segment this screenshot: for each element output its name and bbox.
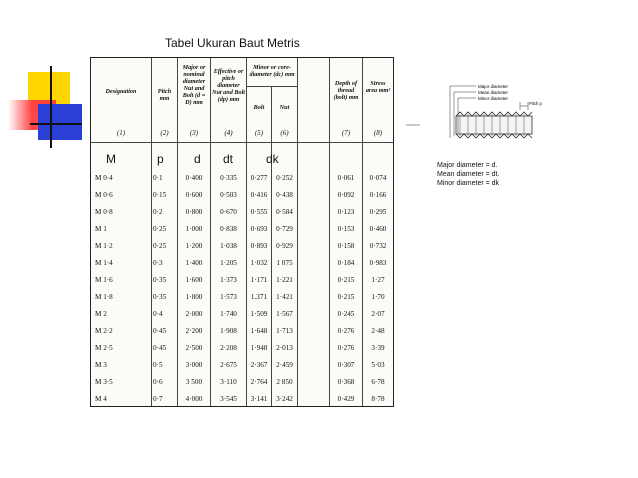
cell-des: M 2·2 [95,327,113,335]
cell-stress: 0·983 [369,259,387,267]
cell-eff: 0·670 [220,208,237,216]
diagram-label-pitch: Pitch p [529,101,542,106]
cell-pitch: 0·1 [153,174,163,182]
cell-nut: 2·459 [276,361,293,369]
cell-pitch: 0·35 [153,293,167,301]
cell-eff: 3·110 [220,378,237,386]
cell-nut: 0·252 [276,174,293,182]
table-row [91,323,393,340]
cell-pitch: 0·5 [153,361,163,369]
table-row [91,357,393,374]
cell-stress: 5·03 [371,361,385,369]
table-row [91,170,393,187]
cell-nut: 1·221 [276,276,293,284]
table-row [91,255,393,272]
cell-nut: 1·567 [276,310,293,318]
cell-depth: 0·092 [337,191,355,199]
diagram-label-mean: Mean diameter [478,90,509,95]
table-row [91,221,393,238]
cell-pitch: 0·25 [153,225,167,233]
cell-stress: 0·295 [369,208,387,216]
cell-des: M 3·5 [95,378,113,386]
cell-depth: 0·276 [337,344,355,352]
symbol-d: d [194,152,201,166]
header-minor-diameter: Minor or core-diameter (dc) mm [249,64,295,78]
cell-bolt: 1·032 [250,259,268,267]
symbol-dk: dk [266,152,279,166]
cell-major: 0·800 [185,208,203,216]
cell-bolt: 2·367 [250,361,268,369]
table-row [91,306,393,323]
column-number: (5) [254,129,264,137]
cell-des: M 0·4 [95,174,113,182]
cell-pitch: 0·6 [153,378,163,386]
cell-depth: 0·153 [337,225,355,233]
column-number: (3) [189,129,199,137]
cell-major: 3 500 [185,378,203,386]
cell-bolt: 2·764 [250,378,268,386]
cell-major: 0·400 [185,174,203,182]
cell-bolt: 0·893 [250,242,268,250]
cell-nut: 2·013 [276,344,293,352]
cell-depth: 0·368 [337,378,355,386]
cell-pitch: 0·4 [153,310,163,318]
cell-pitch: 0·25 [153,242,167,250]
header-bolt: Bolt [253,104,265,111]
thread-diagram [436,78,546,142]
cell-nut: 1·713 [276,327,293,335]
table-row [91,204,393,221]
cell-nut: 0·438 [276,191,293,199]
cell-des: M 1·4 [95,259,113,267]
header-nut: Nut [279,104,290,111]
table-row [91,187,393,204]
cell-eff: 2·208 [220,344,237,352]
cell-des: M 3 [95,361,107,369]
cell-depth: 0·184 [337,259,355,267]
cell-major: 2·000 [185,310,203,318]
cell-nut: 0·584 [276,208,293,216]
cell-nut: 1 075 [276,259,293,267]
cell-major: 3·000 [185,361,203,369]
cell-major: 4·000 [185,395,203,403]
cell-stress: 0·460 [369,225,387,233]
cell-major: 2·500 [185,344,203,352]
slide-logo-decoration [0,0,100,150]
cell-depth: 0·215 [337,276,355,284]
cell-pitch: 0·3 [153,259,163,267]
cell-stress: 0·732 [369,242,387,250]
cell-pitch: 0·7 [153,395,163,403]
cell-eff: 1·573 [220,293,237,301]
cell-nut: 0·929 [276,242,293,250]
cell-nut: 3·242 [276,395,293,403]
cell-bolt: 1·509 [250,310,268,318]
header-stress-area: Stress area mm² [365,80,391,94]
cell-eff: 1·908 [220,327,237,335]
note-line: Mean diameter = dt. [437,171,500,178]
cell-des: M 2·5 [95,344,113,352]
cell-stress: 0·074 [369,174,387,182]
cell-bolt: 1.371 [250,293,268,301]
cell-eff: 3·545 [220,395,237,403]
cell-des: M 0·6 [95,191,113,199]
cell-des: M 1·6 [95,276,113,284]
cell-nut: 1·421 [276,293,293,301]
column-number: (4) [224,129,233,137]
diagram-label-minor: Minor diameter [478,96,509,101]
cell-pitch: 0·45 [153,327,167,335]
cell-eff: 2·675 [220,361,237,369]
cell-bolt: 0·555 [250,208,268,216]
cell-bolt: 0·416 [250,191,268,199]
note-line: Major diameter = d. [437,162,498,169]
cell-depth: 0·158 [337,242,355,250]
cell-pitch: 0·45 [153,344,167,352]
cell-stress: 0·166 [369,191,387,199]
column-number: (1) [116,129,126,137]
note-line: Minor diameter = dk [437,180,500,187]
column-number: (6) [280,129,289,137]
cell-eff: 0·503 [220,191,237,199]
diagram-label-major: Major diameter [478,84,509,89]
cell-des: M 1 [95,225,107,233]
cell-eff: 1·205 [220,259,237,267]
cell-depth: 0·061 [337,174,355,182]
cell-depth: 0·429 [337,395,355,403]
cell-stress: 8·78 [371,395,385,403]
cell-eff: 1·038 [220,242,237,250]
cell-depth: 0·123 [337,208,355,216]
column-number: (7) [341,129,351,137]
cell-stress: 1·27 [371,276,385,284]
cell-bolt: 0·693 [250,225,268,233]
cell-stress: 2·07 [371,310,385,318]
cell-eff: 0·838 [220,225,237,233]
cell-des: M 1·2 [95,242,113,250]
table-row [91,374,393,391]
cell-stress: 2·48 [371,327,385,335]
table-row [91,340,393,357]
cell-stress: 1·70 [371,293,385,301]
cell-stress: 6·78 [371,378,385,386]
cell-bolt: 1·648 [250,327,268,335]
cell-depth: 0·215 [337,293,355,301]
cell-major: 1·800 [185,293,203,301]
header-pitch: Pitch mm [157,88,172,102]
cell-eff: 0·335 [220,174,237,182]
cell-major: 1·200 [185,242,203,250]
cell-stress: 3·39 [371,344,385,352]
cell-pitch: 0·35 [153,276,167,284]
bolt-size-table [90,57,394,407]
header-depth-of-thread: Depth of thread (bolt) mm [333,80,359,101]
cell-bolt: 3·141 [250,395,268,403]
cell-eff: 1·740 [220,310,237,318]
cell-eff: 1·373 [220,276,237,284]
cell-nut: 2 850 [276,378,293,386]
symbol-m: M [106,152,116,166]
cell-des: M 2 [95,310,107,318]
cell-major: 0·600 [185,191,203,199]
header-major-diameter: Major or nominal diameter Nut and Bolt (d = D) mm [182,64,206,106]
cell-nut: 0·729 [276,225,293,233]
table-row [91,289,393,306]
cell-des: M 0·8 [95,208,113,216]
cell-bolt: 1·948 [250,344,268,352]
cell-major: 2·200 [185,327,203,335]
header-designation: Designation [105,88,137,95]
diameter-notes [437,161,499,188]
cell-pitch: 0·15 [153,191,167,199]
symbol-p: p [157,152,164,166]
cell-bolt: 0·277 [250,174,268,182]
symbol-dt: dt [223,152,234,166]
table-row [91,272,393,289]
cell-bolt: 1·171 [250,276,268,284]
column-number: (2) [160,129,169,137]
cell-depth: 0·276 [337,327,355,335]
cell-major: 1·400 [185,259,203,267]
cell-depth: 0·307 [337,361,355,369]
cell-major: 1·600 [185,276,203,284]
cell-major: 1·000 [185,225,203,233]
page-title: Tabel Ukuran Baut Metris [165,36,300,50]
column-number: (8) [373,129,383,137]
cell-depth: 0·245 [337,310,355,318]
decorative-line [406,124,420,126]
cell-des: M 4 [95,395,107,403]
cell-pitch: 0·2 [153,208,163,216]
table-row [91,238,393,255]
table-row [91,391,393,408]
cell-des: M 1·8 [95,293,113,301]
header-effective-diameter: Effective or pitch diameter Nut and Bolt (dp) mm [212,68,246,103]
